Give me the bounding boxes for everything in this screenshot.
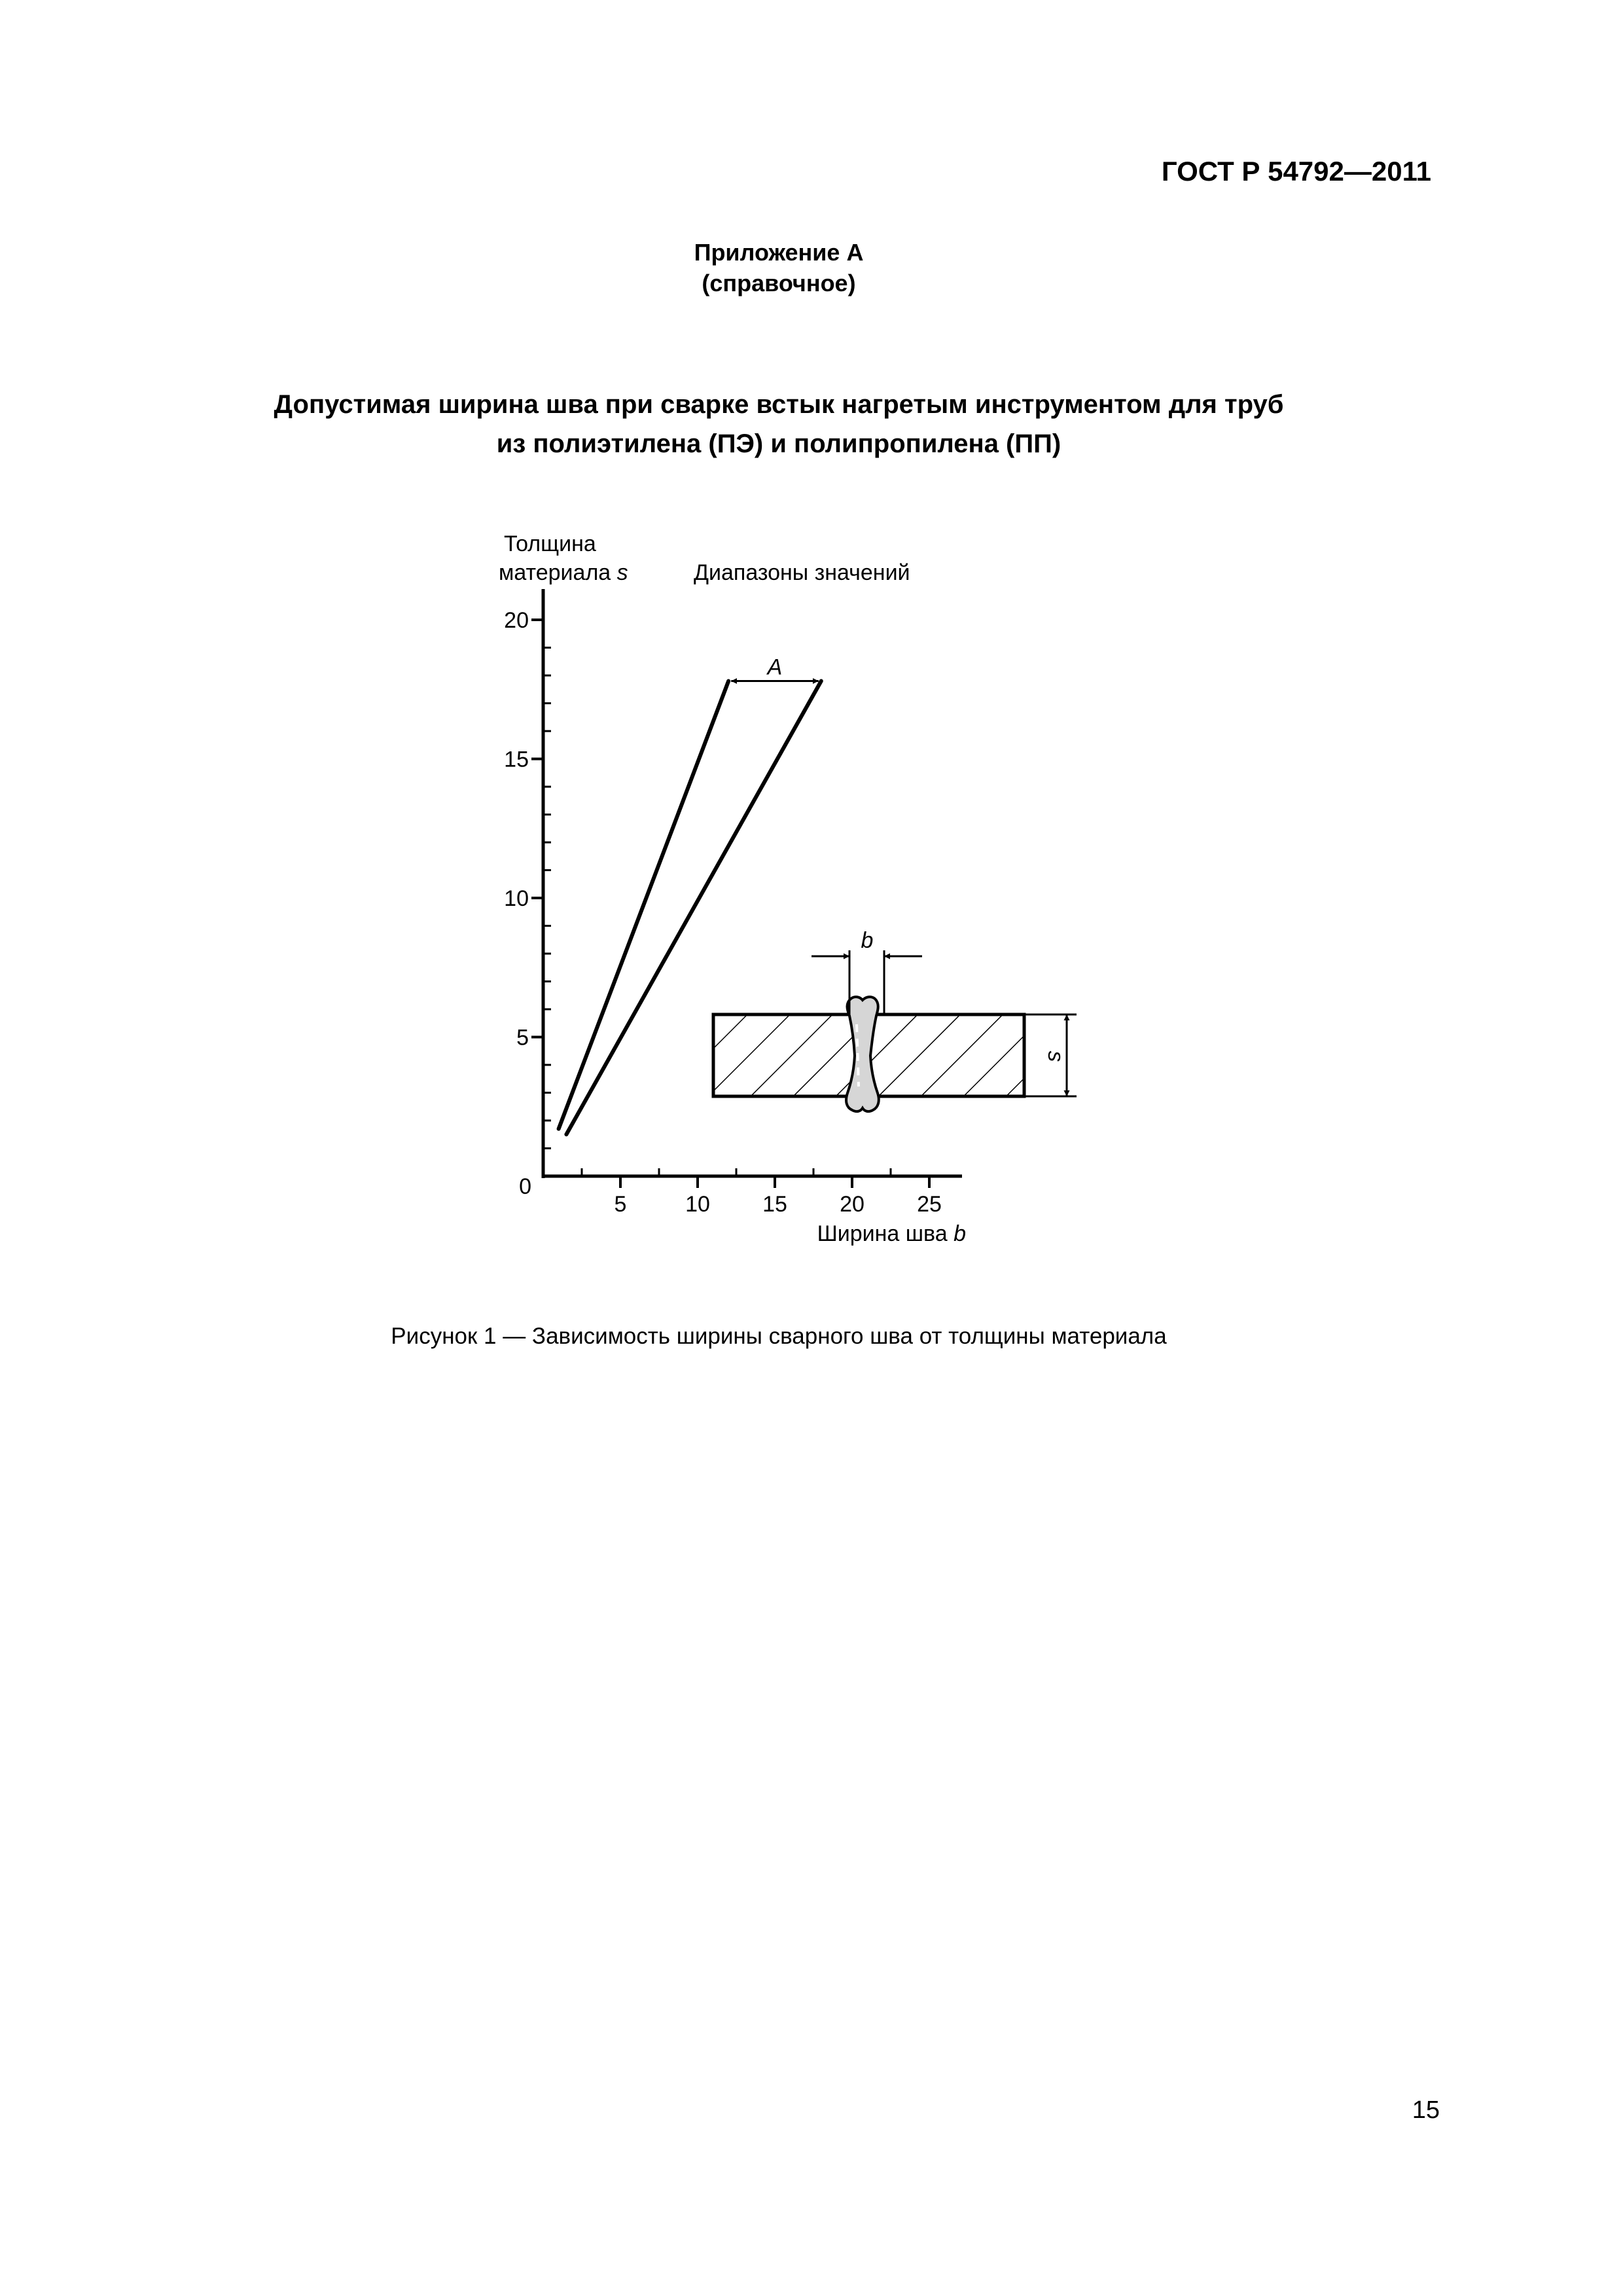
y-tick-label: 10 [504, 886, 529, 911]
appendix-status: (справочное) [702, 270, 856, 296]
figure-weld-width-chart [471, 524, 1126, 1296]
x-tick-label: 5 [614, 1192, 627, 1217]
y-axis-label-line1: Толщина [504, 531, 596, 556]
y-axis-label-line2: материала s [499, 560, 628, 585]
series-line-1 [559, 681, 729, 1129]
appendix-title: Приложение А [694, 239, 864, 266]
origin-label: 0 [519, 1174, 531, 1199]
x-major-ticks [615, 1176, 942, 1217]
page-number: 15 [1412, 2096, 1440, 2124]
document-title-line1: Допустимая ширина шва при сварке встык нагретым инструментом для труб [274, 390, 1284, 419]
figure-caption: Рисунок 1 — Зависимость ширины сварного шва от толщины материала [391, 1323, 1167, 1349]
range-a-label: A [767, 655, 783, 680]
x-tick-label: 10 [685, 1192, 710, 1217]
y-tick-label: 20 [504, 608, 529, 633]
x-tick-label: 25 [917, 1192, 942, 1217]
inset-thickness-label: s [1043, 1050, 1068, 1062]
x-axis-label: Ширина шва b [817, 1221, 966, 1246]
inset-width-label: b [861, 928, 874, 953]
x-tick-label: 20 [840, 1192, 865, 1217]
x-tick-label: 15 [762, 1192, 787, 1217]
document-title-line2: из полиэтилена (ПЭ) и полипропилена (ПП) [496, 429, 1061, 458]
weld-joint-inset [713, 928, 1077, 1111]
standard-id: ГОСТ Р 54792—2011 [1161, 156, 1431, 187]
y-tick-label: 15 [504, 747, 529, 772]
y-major-ticks [504, 608, 544, 1050]
range-label: Диапазоны значений [694, 560, 910, 585]
y-tick-label: 5 [516, 1025, 529, 1050]
